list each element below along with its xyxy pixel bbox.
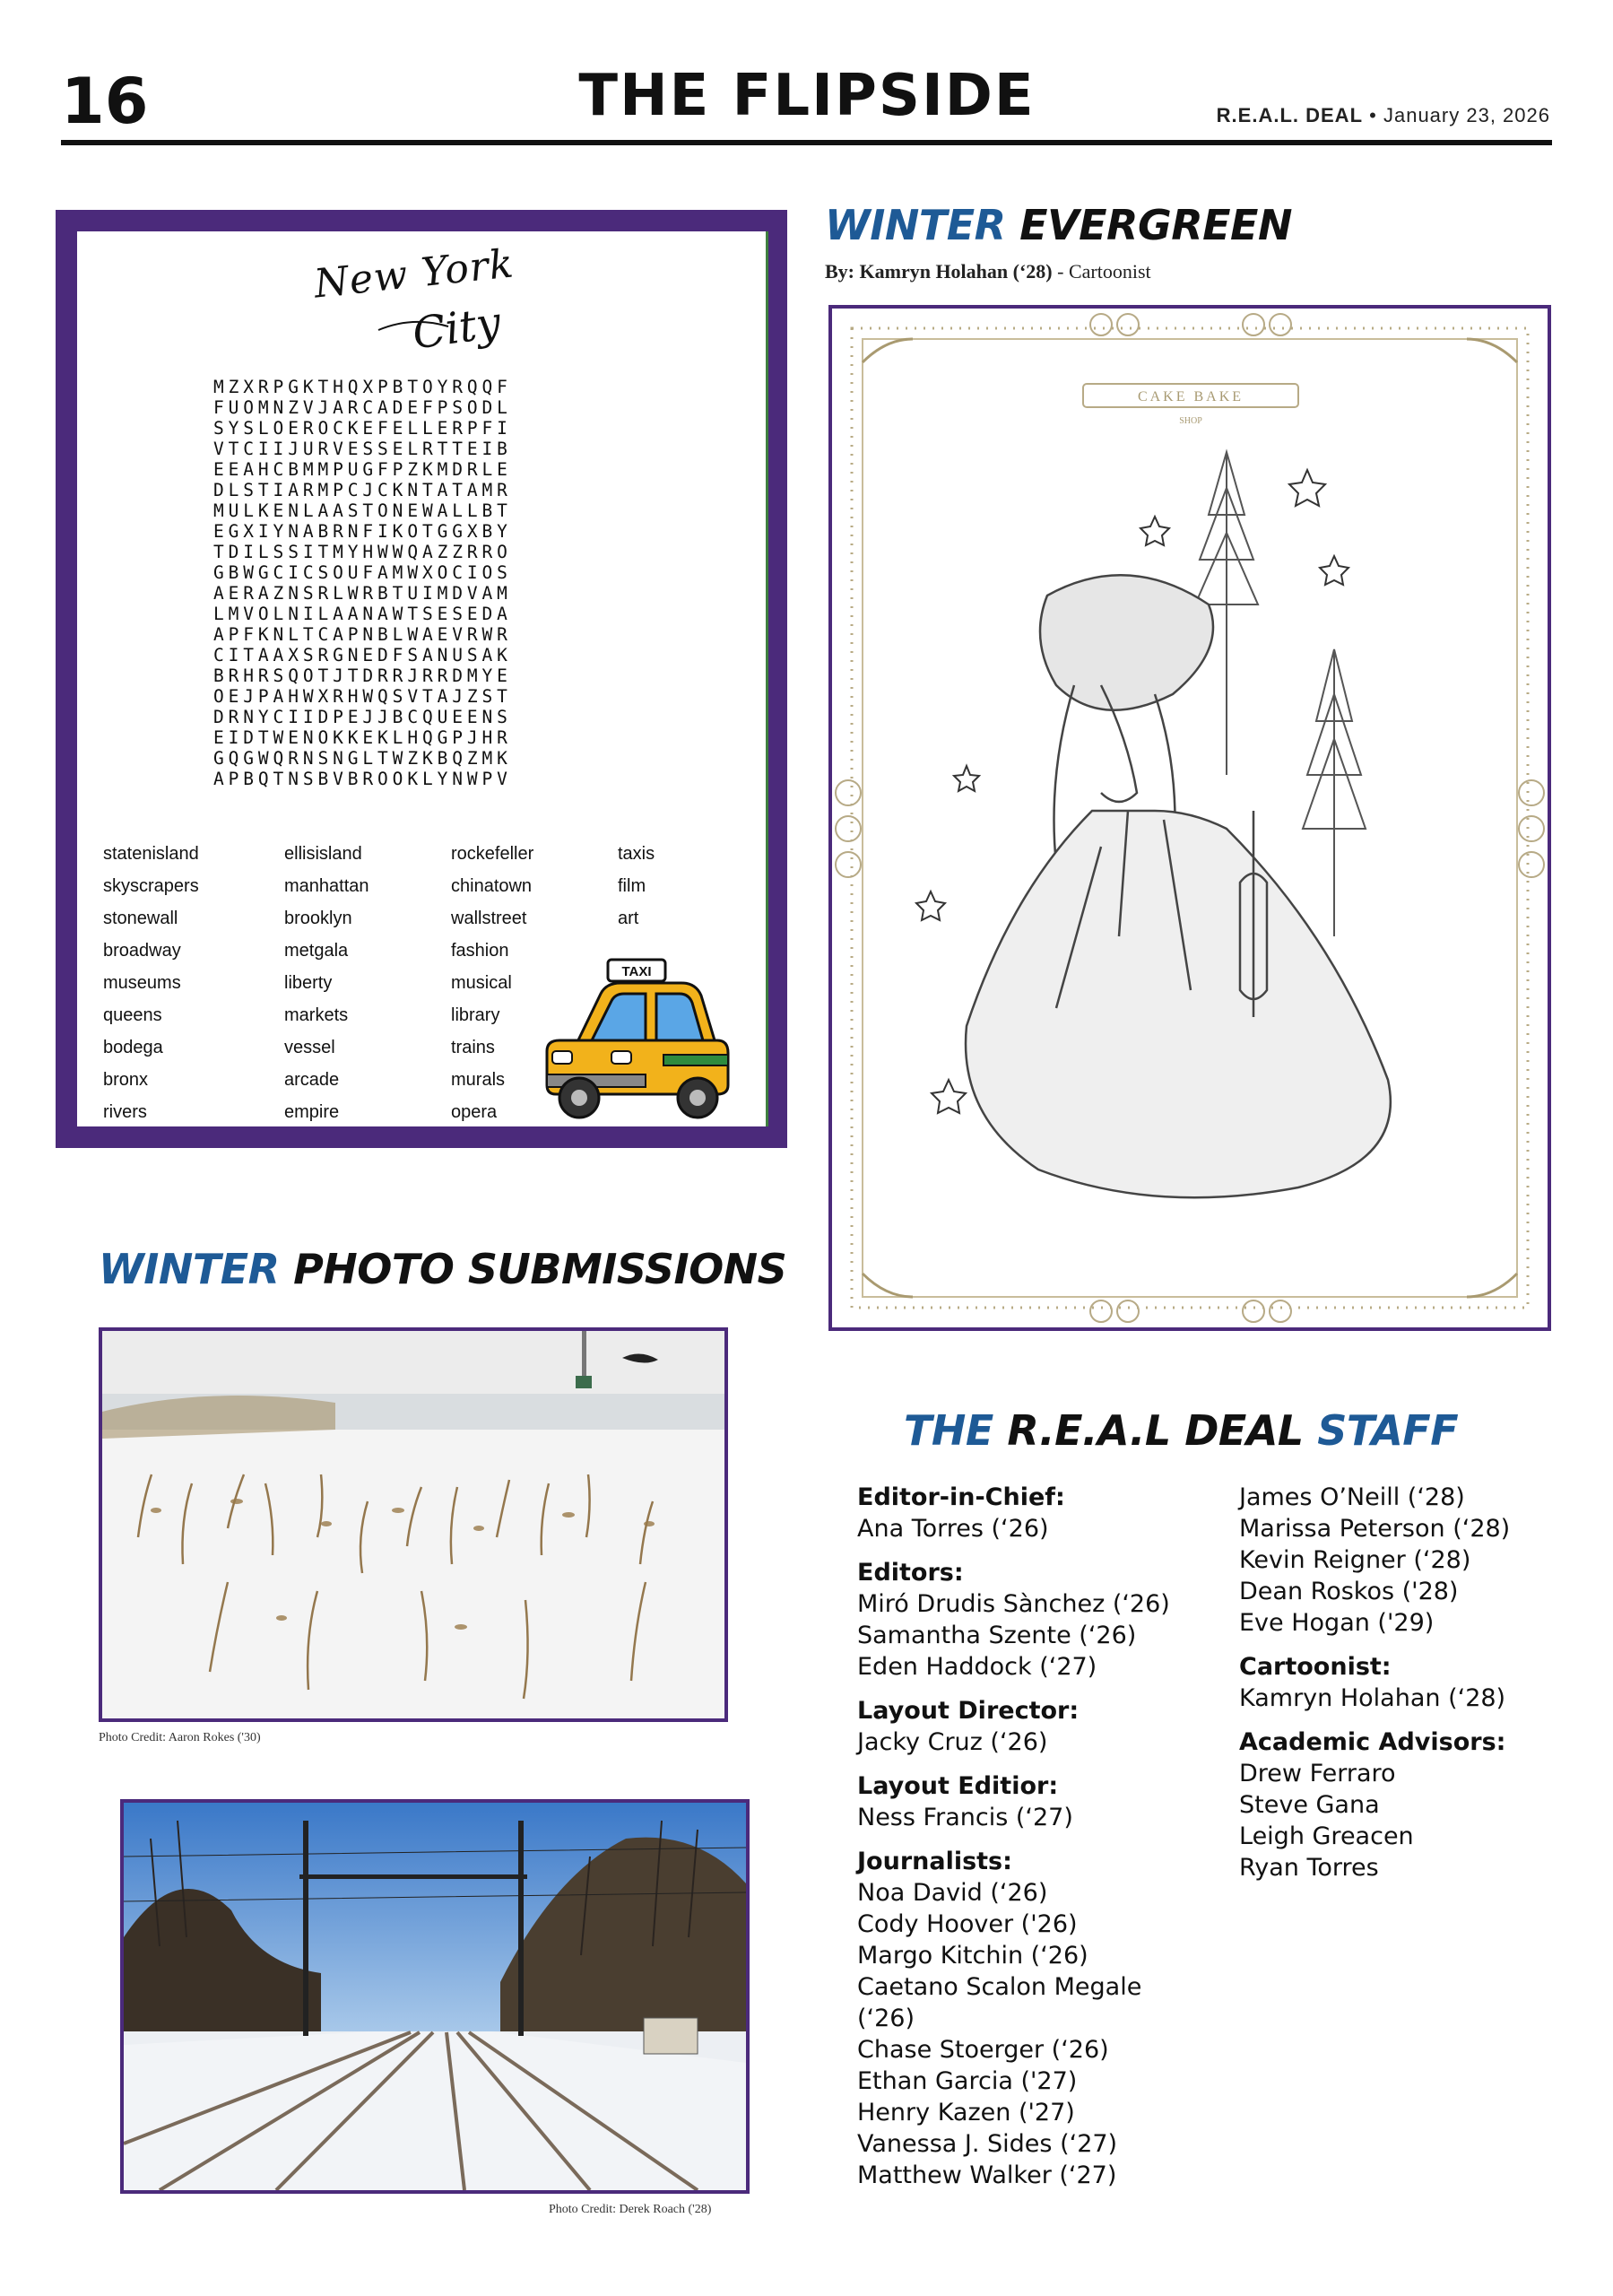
staff-name: Caetano Scalon Megale <box>857 1973 1142 2001</box>
issue-separator: • <box>1369 104 1377 126</box>
staff-name: Ethan Garcia ('27) <box>857 2067 1078 2095</box>
word-list-item: brooklyn <box>284 909 352 928</box>
word-list-item: film <box>618 876 646 896</box>
word-list-item: skyscrapers <box>103 876 199 896</box>
word-list-column-4 <box>618 838 655 935</box>
photo-railroad-tracks <box>120 1799 750 2194</box>
taxi-icon <box>538 951 735 1130</box>
frozen-marsh-image <box>102 1331 724 1718</box>
title-underline-icon <box>377 312 484 339</box>
word-list-item: broadway <box>103 941 181 961</box>
issue-info <box>1217 104 1550 127</box>
word-list-item: murals <box>451 1070 506 1090</box>
grid-row: GQGWQRNSNGLTWZKBQZMK <box>213 748 512 769</box>
staff-name: James O’Neill (‘28) <box>1239 1483 1465 1511</box>
header-rule <box>61 140 1552 145</box>
staff-column-1 <box>857 1482 1234 2191</box>
word-list-item: art <box>618 909 639 928</box>
staff-name: Cody Hoover ('26) <box>857 1910 1078 1938</box>
photo-submissions-title-blue: WINTER <box>99 1245 280 1293</box>
word-list-item: chinatown <box>451 876 533 896</box>
word-list-item: taxis <box>618 844 655 864</box>
word-list-item: rockefeller <box>451 844 534 864</box>
word-list-item: bronx <box>103 1070 149 1090</box>
staff-name: Marissa Peterson (‘28) <box>1239 1515 1511 1543</box>
word-list-item: opera <box>451 1102 498 1122</box>
word-list-item: ellisisland <box>284 844 362 864</box>
grid-row: GBWGCICSOUFAMWXOCIOS <box>213 562 512 583</box>
page-number: 16 <box>61 65 149 138</box>
word-list-item: queens <box>103 1005 162 1025</box>
word-list-item: library <box>451 1005 500 1025</box>
staff-role-heading: Editor-in-Chief: <box>857 1483 1065 1511</box>
staff-name: Vanessa J. Sides (‘27) <box>857 2130 1118 2158</box>
staff-name: Chase Stoerger (‘26) <box>857 2036 1109 2064</box>
staff-role-heading: Layout Editior: <box>857 1772 1059 1800</box>
word-list-item: bodega <box>103 1038 163 1057</box>
word-search-title <box>311 240 529 360</box>
staff-name: Noa David (‘26) <box>857 1879 1048 1907</box>
grid-row: EIDTWENOKKEKLHQGPJHR <box>213 727 512 748</box>
staff-title-the: THE <box>904 1406 993 1455</box>
word-list-item: trains <box>451 1038 495 1057</box>
staff-name: Jacky Cruz (‘26) <box>857 1728 1048 1756</box>
grid-row: APBQTNSBVBROOKLYNWPV <box>213 769 512 789</box>
grid-row: MZXRPGKTHQXPBTOYRQQF <box>213 377 512 397</box>
word-list-item: stonewall <box>103 909 178 928</box>
staff-name: Kamryn Holahan (‘28) <box>1239 1684 1506 1712</box>
issue-date: January 23, 2026 <box>1383 104 1550 126</box>
staff-name: Samantha Szente (‘26) <box>857 1622 1137 1649</box>
staff-role-heading: Journalists: <box>857 1848 1012 1875</box>
photo-credit-2: Photo Credit: Derek Roach ('28) <box>549 2203 712 2216</box>
word-list-item: empire <box>284 1102 340 1122</box>
staff-name: Margo Kitchin (‘26) <box>857 1942 1088 1970</box>
word-list-item: manhattan <box>284 876 369 896</box>
word-list-item: fashion <box>451 941 509 961</box>
grid-row: TDILSSITMYHWWQAZZRRO <box>213 542 512 562</box>
grid-row: EGXIYNABRNFIKOTGGXBY <box>213 521 512 542</box>
staff-title-mid: R.E.A.L DEAL <box>1007 1406 1304 1455</box>
word-list-column-2 <box>284 838 369 1128</box>
staff-name: Ryan Torres <box>1239 1854 1379 1882</box>
staff-name: Miró Drudis Sànchez (‘26) <box>857 1590 1170 1618</box>
staff-title-staff: STAFF <box>1317 1406 1459 1455</box>
cartoon-byline <box>825 260 1151 283</box>
photo-submissions-title-black: PHOTO SUBMISSIONS <box>293 1245 787 1293</box>
staff-name: Ana Torres (‘26) <box>857 1515 1049 1543</box>
winter-evergreen-title-black: EVERGREEN <box>1019 201 1292 249</box>
staff-name: Eden Haddock (‘27) <box>857 1653 1097 1681</box>
grid-row: LMVOLNILAANAWTSESEDA <box>213 604 512 624</box>
word-list-item: rivers <box>103 1102 147 1122</box>
staff-name: Kevin Reigner (‘28) <box>1239 1546 1471 1574</box>
staff-title <box>904 1406 1459 1455</box>
railroad-tracks-image <box>124 1803 746 2190</box>
staff-name: Eve Hogan ('29) <box>1239 1609 1435 1637</box>
grid-row: DLSTIARMPCJCKNTATAMR <box>213 480 512 500</box>
word-list-item: musical <box>451 973 512 993</box>
staff-name: Drew Ferraro <box>1239 1760 1396 1787</box>
grid-row: SYSLOEROCKEFELLERPFI <box>213 418 512 439</box>
staff-column-2 <box>1239 1482 1562 1883</box>
staff-name: Henry Kazen ('27) <box>857 2099 1075 2126</box>
staff-role-heading: Cartoonist: <box>1239 1653 1392 1681</box>
word-list-item: museums <box>103 973 181 993</box>
staff-role-heading: Editors: <box>857 1559 964 1587</box>
staff-name: Dean Roskos ('28) <box>1239 1578 1459 1605</box>
winter-evergreen-title-blue: WINTER <box>825 201 1006 249</box>
photo-frozen-marsh <box>99 1327 728 1722</box>
paper-logo-subtext: SHOP <box>1179 416 1202 426</box>
grid-row: APFKNLTCAPNBLWAEVRWR <box>213 624 512 645</box>
staff-role-heading: Layout Director: <box>857 1697 1080 1725</box>
paper-name: R.E.A.L. DEAL <box>1216 104 1364 126</box>
taxi-sign-text: TAXI <box>621 964 652 979</box>
word-list-item: arcade <box>284 1070 340 1090</box>
staff-name: Matthew Walker (‘27) <box>857 2161 1117 2189</box>
photo-submissions-title <box>99 1245 787 1293</box>
grid-row: DRNYCIIDPEJJBCQUEENS <box>213 707 512 727</box>
word-list-item: metgala <box>284 941 349 961</box>
winter-evergreen-title <box>825 201 1292 249</box>
cartoon-byline-role: - Cartoonist <box>1052 260 1151 283</box>
word-search-title-line2: City <box>409 297 504 360</box>
word-list-column-1 <box>103 838 199 1128</box>
photo-credit-1: Photo Credit: Aaron Rokes ('30) <box>99 1731 261 1744</box>
cartoon-byline-author: By: Kamryn Holahan (‘28) <box>825 260 1053 283</box>
section-masthead: THE FLIPSIDE <box>578 63 1036 129</box>
grid-row: CITAAXSRGNEDFSANUSAK <box>213 645 512 665</box>
grid-row: OEJPAHWXRHWQSVTAJZST <box>213 686 512 707</box>
grid-row: AERAZNSRLWRBTUIMDVAM <box>213 583 512 604</box>
staff-name: Ness Francis (‘27) <box>857 1804 1073 1831</box>
grid-row: FUOMNZVJARCADEFPSODL <box>213 397 512 418</box>
staff-name: (‘26) <box>857 2005 915 2032</box>
word-list-item: liberty <box>284 973 333 993</box>
staff-role-heading: Academic Advisors: <box>1239 1728 1506 1756</box>
letter-grid <box>213 377 512 789</box>
word-list-item: wallstreet <box>451 909 527 928</box>
staff-name: Leigh Greacen <box>1239 1822 1414 1850</box>
cartoon-drawing <box>832 309 1548 1327</box>
staff-name: Steve Gana <box>1239 1791 1380 1819</box>
word-list-item: markets <box>284 1005 349 1025</box>
word-search-title-line1: New York <box>311 240 516 308</box>
grid-row: BRHRSQOTJTDRRJRRDMYE <box>213 665 512 686</box>
paper-logo-text: CAKE BAKE <box>1137 389 1244 404</box>
grid-row: MULKENLAASTONEWALLBT <box>213 500 512 521</box>
word-list-item: vessel <box>284 1038 335 1057</box>
word-list-column-3 <box>451 838 533 1128</box>
grid-row: EEAHCBMMPUGFPZKMDRLE <box>213 459 512 480</box>
word-list-item: statenisland <box>103 844 199 864</box>
grid-row: VTCIIJURVESSELRTTEIB <box>213 439 512 459</box>
cartoon-frame <box>828 305 1551 1331</box>
